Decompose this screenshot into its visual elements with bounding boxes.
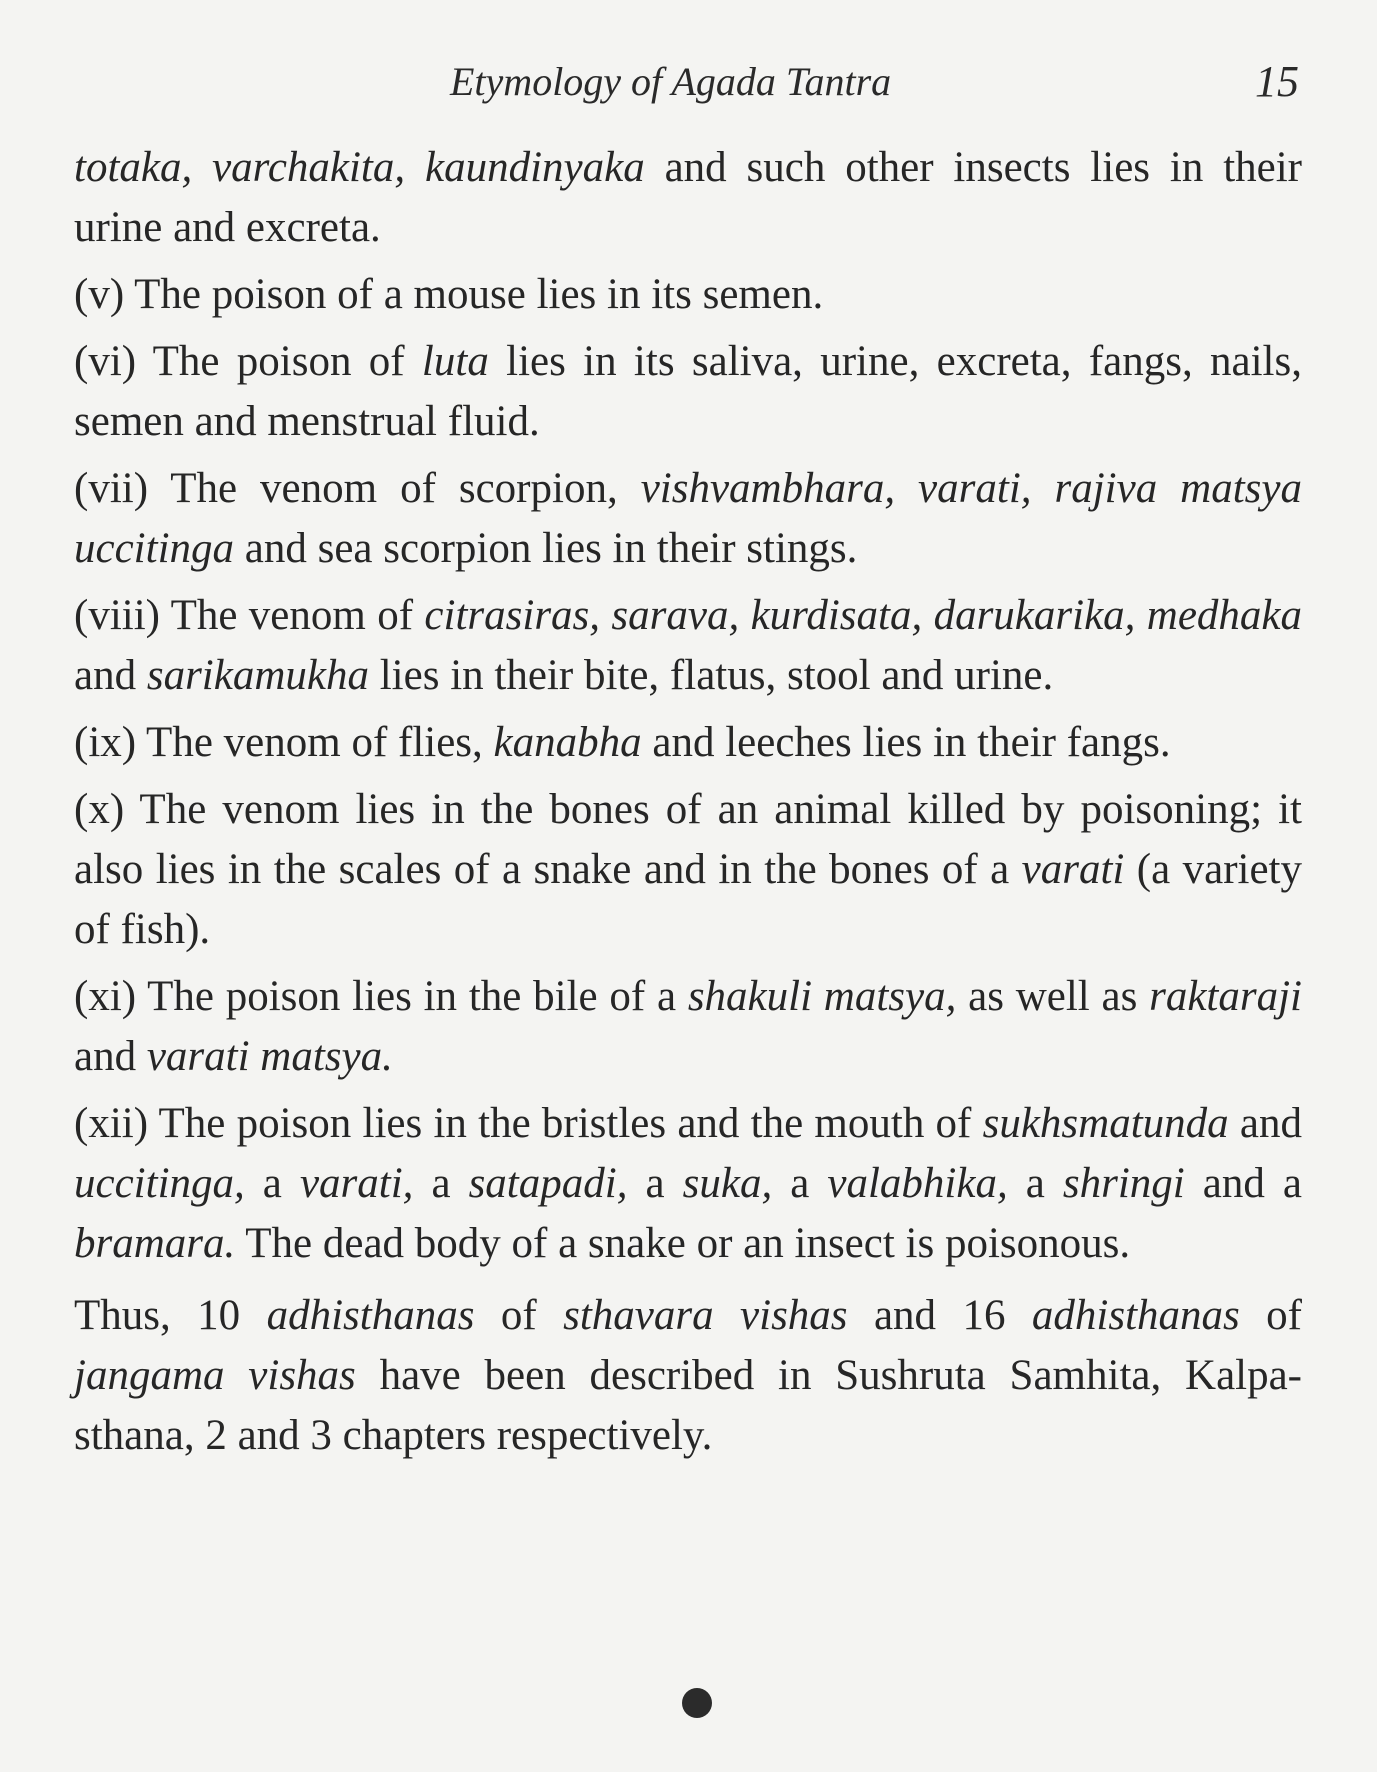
text-run: bramara. <box>74 1220 236 1267</box>
text-run: varati matsya. <box>146 1033 393 1080</box>
text-run: (xii) The poison lies in the bristles and the mouth of <box>74 1100 983 1147</box>
text-run: The dead body of a snake or an insect is poisonous. <box>235 1220 1131 1267</box>
paragraph-item-xi <box>74 967 1302 1087</box>
text-run: (xi) The poison lies in the bile of a <box>74 973 688 1020</box>
page-number: 15 <box>1255 57 1299 106</box>
paragraph-item-vi <box>74 332 1302 452</box>
paragraph-item-viii <box>74 586 1302 706</box>
text-run: vishvambhara, varati, rajiva matsya uccitinga <box>74 465 1303 572</box>
text-run: adhisthanas <box>1031 1292 1240 1339</box>
text-run: have been described in Sushruta Samhita, Kalpa-sthana, 2 and 3 chapters respectively. <box>74 1352 1303 1459</box>
text-run: citrasiras, sarava, kurdisata, darukarika, medhaka <box>424 592 1303 639</box>
text-run: a <box>1007 1160 1063 1207</box>
text-run: raktaraji <box>1149 973 1302 1020</box>
text-run: jangama vishas <box>74 1352 356 1399</box>
text-run: as well as <box>956 973 1150 1020</box>
text-run: of <box>1239 1292 1303 1339</box>
text-run: a <box>627 1160 683 1207</box>
text-run: and 16 <box>847 1292 1032 1339</box>
text-run: and leeches lies in their fangs. <box>641 719 1171 766</box>
text-run: sthavara vishas <box>563 1292 848 1339</box>
text-run: uccitinga, <box>74 1160 245 1207</box>
text-run: (viii) The venom of <box>74 592 425 639</box>
text-run: valabhika, <box>827 1160 1008 1207</box>
text-run: a <box>772 1160 828 1207</box>
paragraph-item-ix <box>74 713 1302 773</box>
text-run: and such other insects lies in their urine and excreta. <box>74 144 1302 251</box>
text-run: and sea scorpion lies in their stings. <box>234 525 858 572</box>
text-run: a <box>413 1160 469 1207</box>
paragraph-item-x <box>74 780 1302 960</box>
end-of-section-bullet-icon <box>682 1688 712 1718</box>
paragraph-intro <box>74 138 1302 258</box>
text-run: (vi) The poison of <box>74 338 422 385</box>
text-run: (x) The venom lies in the bones of an animal killed by poisoning; it also lies in the scales of a snake and in the bones of a <box>74 786 1302 893</box>
text-run: adhisthanas <box>266 1292 475 1339</box>
text-run: shringi <box>1062 1160 1185 1207</box>
text-run: (vii) The venom of scorpion, <box>74 465 641 512</box>
text-run: (v) The poison of a mouse lies in its semen. <box>74 271 824 318</box>
text-run: totaka, varchakita, kaundinyaka <box>74 144 645 191</box>
text-run: sarikamukha <box>146 652 369 699</box>
text-run: a <box>244 1160 300 1207</box>
page-header <box>0 58 1377 108</box>
body-text <box>74 138 1302 1473</box>
text-run: satapadi, <box>468 1160 628 1207</box>
text-run: and <box>74 1033 147 1080</box>
text-run: shakuli matsya, <box>687 973 957 1020</box>
text-run: sukhsmatunda <box>982 1100 1229 1147</box>
text-run: suka, <box>682 1160 773 1207</box>
text-run: lies in their bite, flatus, stool and urine. <box>368 652 1054 699</box>
text-run: (ix) The venom of flies, <box>74 719 494 766</box>
running-title: Etymology of Agada Tantra <box>450 59 892 104</box>
text-run: varati, <box>299 1160 414 1207</box>
text-run: lies in its saliva, urine, excreta, fangs, nails, semen and menstrual fluid. <box>74 338 1302 445</box>
paragraph-item-xii <box>74 1094 1302 1274</box>
text-run: and a <box>1184 1160 1303 1207</box>
text-run: Thus, 10 <box>74 1292 267 1339</box>
text-run: varati <box>1021 846 1125 893</box>
paragraph-summary <box>74 1286 1302 1466</box>
text-run: of <box>474 1292 564 1339</box>
paragraph-item-vii <box>74 459 1302 579</box>
paragraph-item-v <box>74 265 1302 325</box>
text-run: kanabha <box>493 719 642 766</box>
text-run: (a variety of fish). <box>74 846 1302 953</box>
text-run: and <box>1228 1100 1302 1147</box>
text-run: luta <box>421 338 489 385</box>
text-run: and <box>74 652 147 699</box>
